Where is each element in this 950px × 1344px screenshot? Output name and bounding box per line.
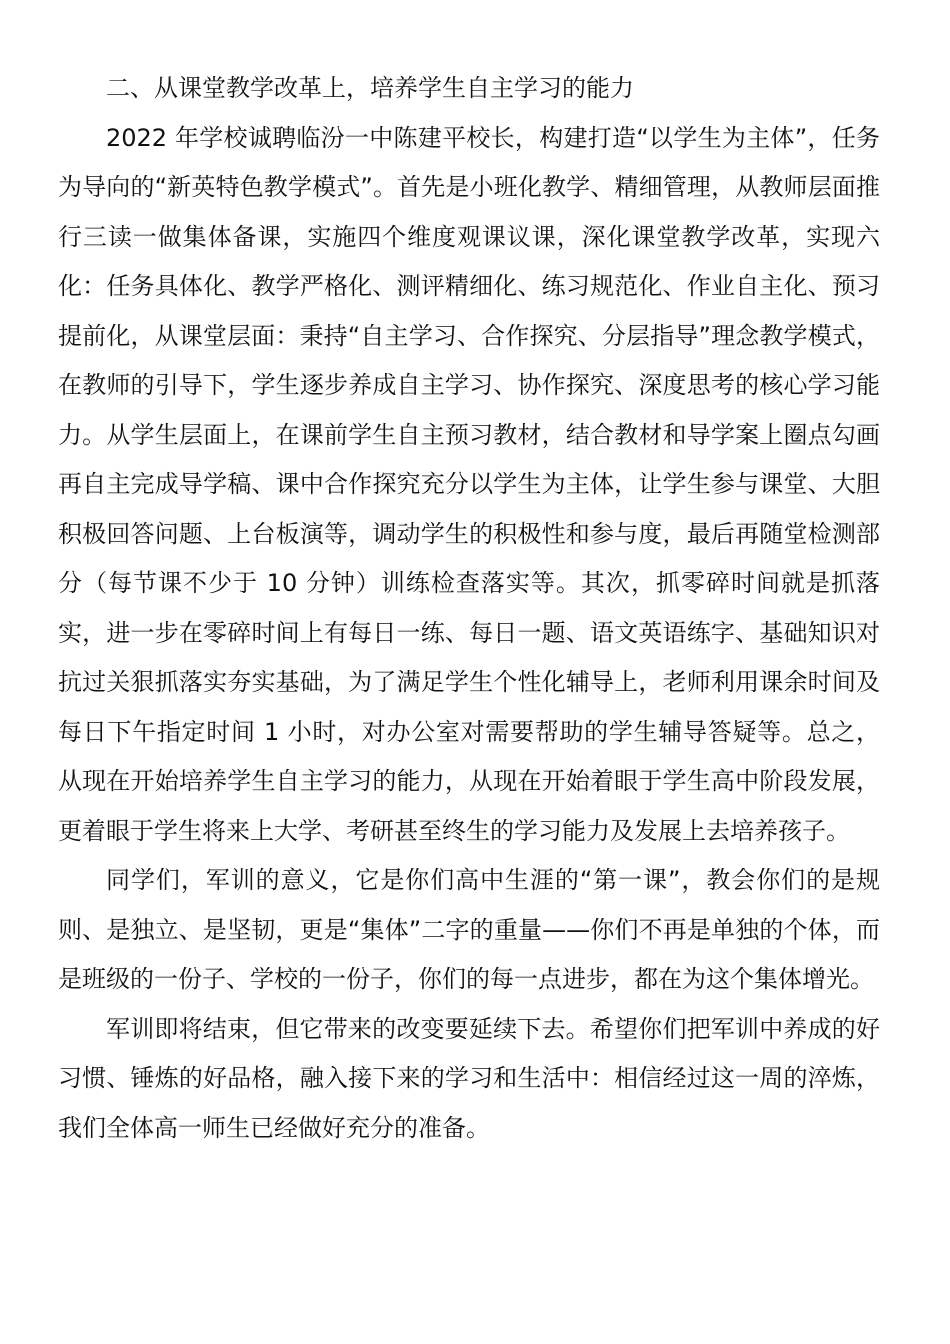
document-body [58,64,880,1153]
paragraph-military-training-closing: 军训即将结束，但它带来的改变要延续下去。希望你们把军训中养成的好习惯、锤炼的好品格，融入接下来的学习和生活中：相信经过这一周的淬炼，我们全体高一师生已经做好充分的准备。 [58,1014,880,1142]
section-heading: 二、从课堂教学改革上，培养学生自主学习的能力 [106,74,634,102]
paragraph-teaching-reform: 2022 年学校诚聘临汾一中陈建平校长，构建打造“以学生为主体”，任务为导向的“新英特色教学模式”。首先是小班化教学、精细管理，从教师层面推行三读一做集体备课，实施四个维度观课议课，深化课堂教学改革，实现六化：任务具体化、教学严格化、测评精细化、练习规范化、作业自主化、预习提前化，从课堂层面：秉持“自主学习、合作探究、分层指导”理念教学模式，在教师的引导下，学生逐步养成自主学习、协作探究、深度思考的核心学习能力。从学生层面上，在课前学生自主预习教材，结合教材和导学案上圈点勾画再自主完成导学稿、课中合作探究充分以学生为主体，让学生参与课堂、大胆积极回答问题、上台板演等，调动学生的积极性和参与度，最后再随堂检测部分（每节课不少于 10 分钟）训练检查落实等。其次，抓零碎时间就是抓落实，进一步在零碎时间上有每日一练、每日一题、语文英语练字、基础知识对抗过关狠抓落实夯实基础，为了满足学生个性化辅导上，老师利用课余时间及每日下午指定时间 1 小时，对办公室对需要帮助的学生辅导答疑等。总之，从现在开始培养学生自主学习的能力，从现在开始着眼于学生高中阶段发展，更着眼于学生将来上大学、考研甚至终生的学习能力及发展上去培养孩子。 [58,123,880,845]
paragraph-military-training-meaning: 同学们，军训的意义，它是你们高中生涯的“第一课”，教会你们的是规则、是独立、是坚韧，更是“集体”二字的重量——你们不再是单独的个体，而是班级的一份子、学校的一份子，你们的每一点进步，都在为这个集体增光。 [58,866,880,993]
